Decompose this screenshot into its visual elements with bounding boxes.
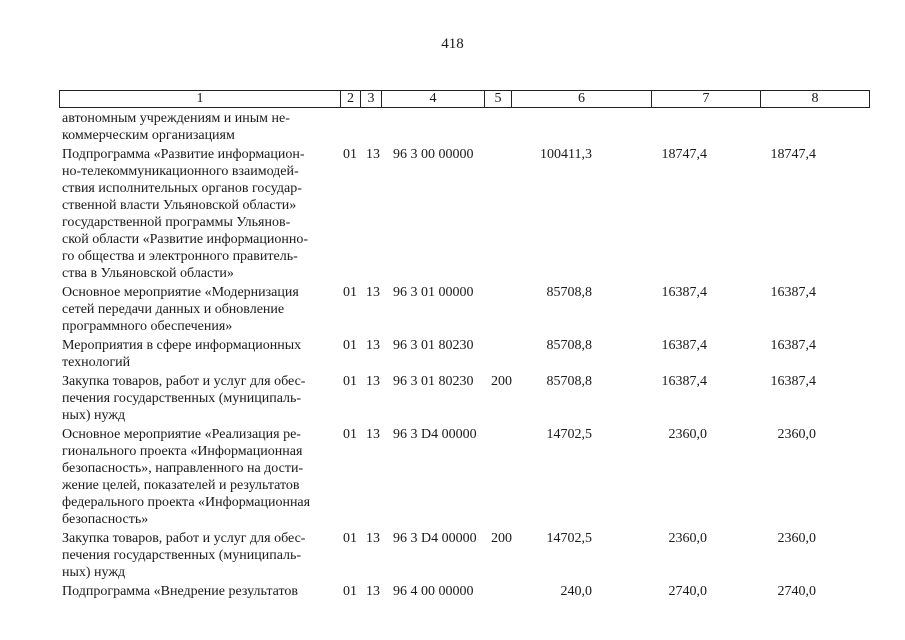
cell-rz: 01 xyxy=(343,584,357,599)
cell-pr: 13 xyxy=(366,374,380,389)
row-name: Подпрограмма «Внедрение результатов xyxy=(62,584,299,599)
cell-csr: 96 3 D4 00000 xyxy=(393,427,477,442)
header-col-2: 2 xyxy=(341,91,361,107)
header-col-8: 8 xyxy=(811,91,819,106)
cell-vr: 200 xyxy=(491,374,512,389)
table-row xyxy=(62,146,852,282)
cell-v8: 16387,4 xyxy=(770,374,816,389)
row-name: Закупка товаров, работ и услуг для обес- печения государственных (муниципаль- ных) нужд xyxy=(62,374,306,423)
cell-rz: 01 xyxy=(343,147,357,162)
cell-v6: 85708,8 xyxy=(546,285,592,300)
row-name: Закупка товаров, работ и услуг для обес- печения государственных (муниципаль- ных) нужд xyxy=(62,531,306,580)
cell-v6: 14702,5 xyxy=(546,531,592,546)
row-name: Мероприятия в сфере информационных технологий xyxy=(62,338,302,370)
cell-csr: 96 3 01 00000 xyxy=(393,285,474,300)
table-row xyxy=(62,337,852,371)
cell-v8: 2360,0 xyxy=(777,531,816,546)
cell-v6: 85708,8 xyxy=(546,374,592,389)
cell-v6: 85708,8 xyxy=(546,338,592,353)
cell-v7: 16387,4 xyxy=(661,338,707,353)
table-row xyxy=(62,530,852,581)
table-row xyxy=(62,110,852,144)
cell-pr: 13 xyxy=(366,584,380,599)
row-values xyxy=(334,110,852,144)
row-name: автономным учреждениям и иным не- коммерческим организациям xyxy=(62,111,290,143)
cell-csr: 96 3 D4 00000 xyxy=(393,531,477,546)
cell-v8: 16387,4 xyxy=(770,285,816,300)
cell-v7: 16387,4 xyxy=(661,374,707,389)
row-name: Основное мероприятие «Модернизация сетей передачи данных и обновление программного обеспечения» xyxy=(62,285,299,334)
cell-v8: 16387,4 xyxy=(770,338,816,353)
cell-rz: 01 xyxy=(343,427,357,442)
header-col-5: 5 xyxy=(485,91,512,107)
table-row xyxy=(62,583,852,600)
cell-pr: 13 xyxy=(366,427,380,442)
row-values xyxy=(334,426,852,528)
cell-v7: 2740,0 xyxy=(668,584,707,599)
cell-csr: 96 3 00 00000 xyxy=(393,147,474,162)
cell-pr: 13 xyxy=(366,531,380,546)
table-header xyxy=(59,90,870,108)
cell-rz: 01 xyxy=(343,374,357,389)
cell-vr: 200 xyxy=(491,531,512,546)
cell-csr: 96 3 01 80230 xyxy=(393,338,474,353)
cell-rz: 01 xyxy=(343,531,357,546)
table-body xyxy=(62,110,852,600)
cell-v8: 18747,4 xyxy=(770,147,816,162)
cell-v6: 14702,5 xyxy=(546,427,592,442)
row-name: Основное мероприятие «Реализация ре- гионального проекта «Информационная безопасность», направленного на дости- жение целей, показателей и результатов федерального проекта «Информационная безопасность» xyxy=(62,427,311,527)
header-col-6: 6 xyxy=(512,91,652,107)
header-col-1: 1 xyxy=(60,91,341,107)
row-values xyxy=(334,284,852,335)
row-values xyxy=(334,337,852,371)
row-name: Подпрограмма «Развитие информацион- но-телекоммуникационного взаимодей- ствия исполнительных органов государ- ственной власти Ульяновской области» государственной программы Ульянов- ской области «Развитие информационно- го общества и электронного правитель- ства в Ульяновской области» xyxy=(62,147,309,281)
cell-rz: 01 xyxy=(343,285,357,300)
table-row xyxy=(62,284,852,335)
cell-v8: 2360,0 xyxy=(777,427,816,442)
row-values xyxy=(334,146,852,282)
cell-csr: 96 3 01 80230 xyxy=(393,374,474,389)
header-col-4: 4 xyxy=(382,91,485,107)
table-row xyxy=(62,426,852,528)
cell-v7: 16387,4 xyxy=(661,285,707,300)
table-row xyxy=(62,373,852,424)
header-col-7: 7 xyxy=(652,91,761,107)
row-values xyxy=(334,373,852,424)
cell-v7: 18747,4 xyxy=(661,147,707,162)
cell-v7: 2360,0 xyxy=(668,531,707,546)
cell-pr: 13 xyxy=(366,285,380,300)
row-values xyxy=(334,583,852,600)
page-number: 418 xyxy=(441,36,464,52)
cell-pr: 13 xyxy=(366,338,380,353)
header-col-3: 3 xyxy=(361,91,382,107)
cell-v8: 2740,0 xyxy=(777,584,816,599)
cell-rz: 01 xyxy=(343,338,357,353)
cell-pr: 13 xyxy=(366,147,380,162)
cell-v7: 2360,0 xyxy=(668,427,707,442)
cell-v6: 100411,3 xyxy=(540,147,592,162)
row-values xyxy=(334,530,852,581)
cell-v6: 240,0 xyxy=(560,584,592,599)
cell-csr: 96 4 00 00000 xyxy=(393,584,474,599)
